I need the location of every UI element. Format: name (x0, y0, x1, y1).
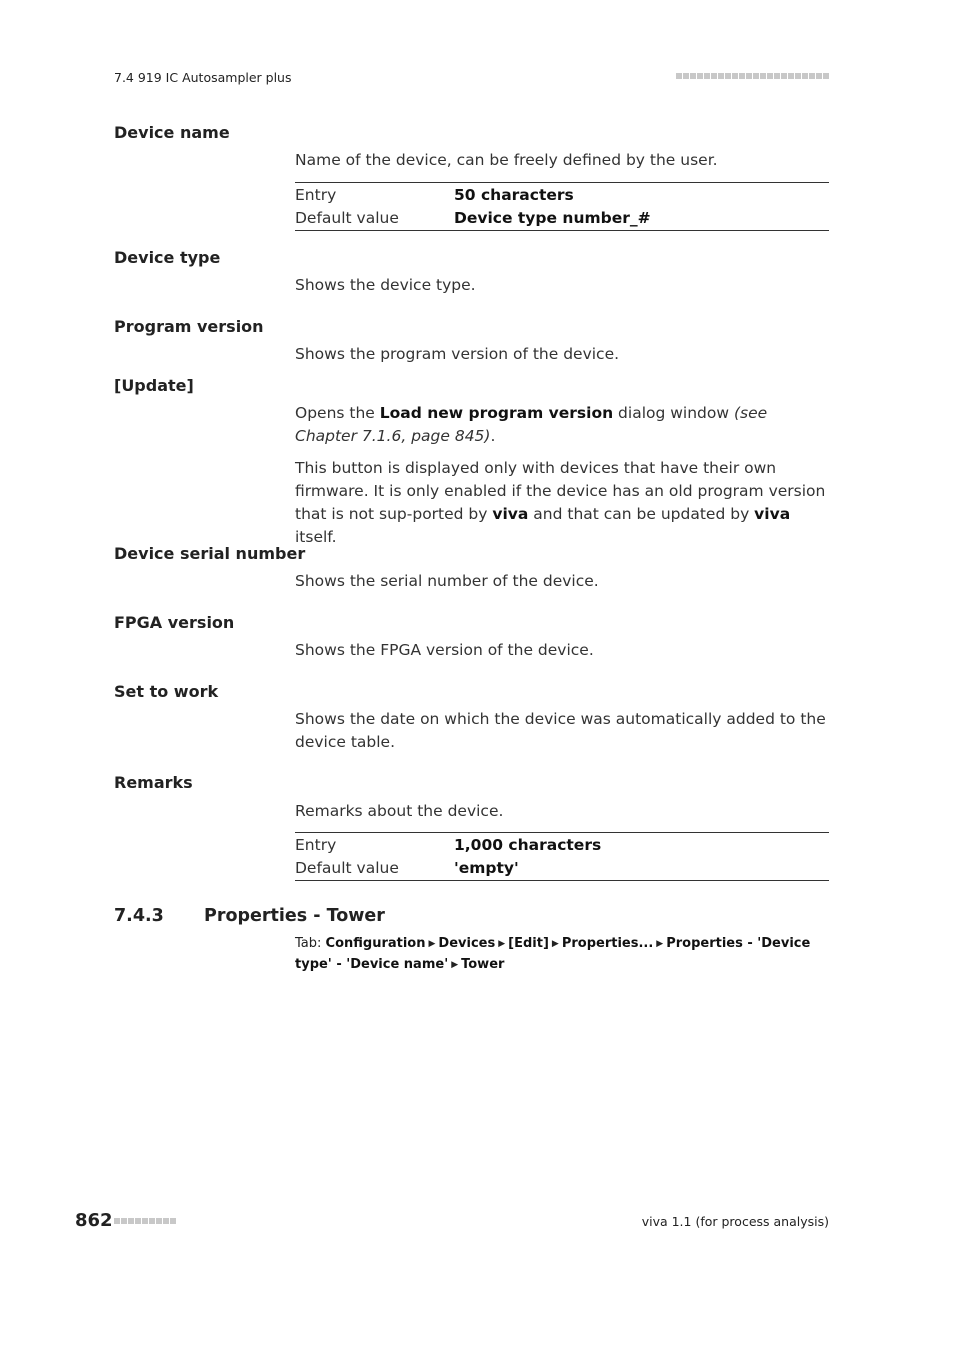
row-value: 50 characters (454, 186, 574, 205)
desc-text: Remarks about the device. (295, 802, 504, 820)
tab-navigation-path (295, 934, 830, 975)
table-row (295, 834, 829, 857)
row-key: Default value (295, 208, 399, 227)
desc-update-2 (295, 457, 830, 549)
desc-text: Shows the date on which the device was automatically added to the device table. (295, 710, 826, 751)
arrow-right-icon: ▶ (451, 959, 459, 970)
desc-device-serial-number (295, 570, 830, 593)
remarks-table (295, 832, 829, 881)
path-item: Properties... (561, 936, 654, 951)
running-header-section: 7.4 919 IC Autosampler plus (114, 70, 292, 85)
section-heading (114, 906, 385, 926)
desc-device-type (295, 274, 830, 297)
dialog-name: Load new program version (379, 404, 614, 422)
term-remarks: Remarks (114, 773, 193, 792)
term-fpga-version: FPGA version (114, 613, 235, 632)
cross-reference-link[interactable]: (see Chapter 7.1.6, page 845) (295, 404, 768, 445)
row-key: Entry (295, 186, 337, 205)
desc-fpga-version (295, 639, 830, 662)
desc-text: Name of the device, can be freely defined by the user. (295, 151, 718, 169)
table-row (295, 184, 829, 207)
footer-decoration (114, 1218, 176, 1224)
desc-remarks (295, 800, 830, 823)
term-device-serial-number: Device serial number (114, 544, 306, 563)
arrow-right-icon: ▶ (551, 939, 559, 949)
section-number: 7.4.3 (114, 906, 164, 926)
term-device-type: Device type (114, 248, 221, 267)
row-value: 'empty' (454, 858, 519, 877)
arrow-right-icon: ▶ (498, 939, 506, 949)
desc-set-to-work (295, 708, 830, 754)
table-row (295, 207, 829, 230)
desc-device-name (295, 149, 830, 172)
update-paragraph-1: Opens the Load new program version dialog window (see Chapter 7.1.6, page 845). (295, 404, 768, 445)
row-value: 1,000 characters (454, 836, 602, 855)
row-key: Default value (295, 858, 399, 877)
term-device-name: Device name (114, 123, 230, 142)
desc-text: Shows the serial number of the device. (295, 572, 599, 590)
path-item: [Edit] (508, 936, 549, 951)
desc-text: Shows the device type. (295, 276, 476, 294)
path-item: Devices (438, 936, 496, 951)
arrow-right-icon: ▶ (656, 939, 664, 949)
path-item: Configuration (325, 936, 426, 951)
term-set-to-work: Set to work (114, 682, 219, 701)
header-decoration (676, 73, 829, 79)
footer-product: viva 1.1 (for process analysis) (641, 1214, 829, 1229)
page-number: 862 (75, 1210, 113, 1231)
desc-text: Shows the FPGA version of the device. (295, 641, 594, 659)
term-program-version: Program version (114, 317, 264, 336)
path-item: Tower (461, 956, 505, 972)
row-value: Device type number_# (454, 208, 651, 227)
table-row (295, 857, 829, 880)
device-name-table (295, 182, 829, 231)
desc-update (295, 402, 830, 448)
path-item: Properties - 'Device type' - 'Device name' (295, 936, 811, 972)
arrow-right-icon: ▶ (428, 939, 436, 949)
desc-program-version (295, 343, 830, 366)
row-key: Entry (295, 836, 337, 855)
term-update: [Update] (114, 376, 194, 395)
desc-text: Shows the program version of the device. (295, 345, 620, 363)
update-paragraph-2: This button is displayed only with devices that have their own firmware. It is only enabled if the device has an old program version that is not sup-ported by viva and that can be updated by viva itself. (295, 459, 826, 546)
section-title: Properties - Tower (204, 906, 385, 926)
tab-label: Tab: (295, 936, 326, 951)
